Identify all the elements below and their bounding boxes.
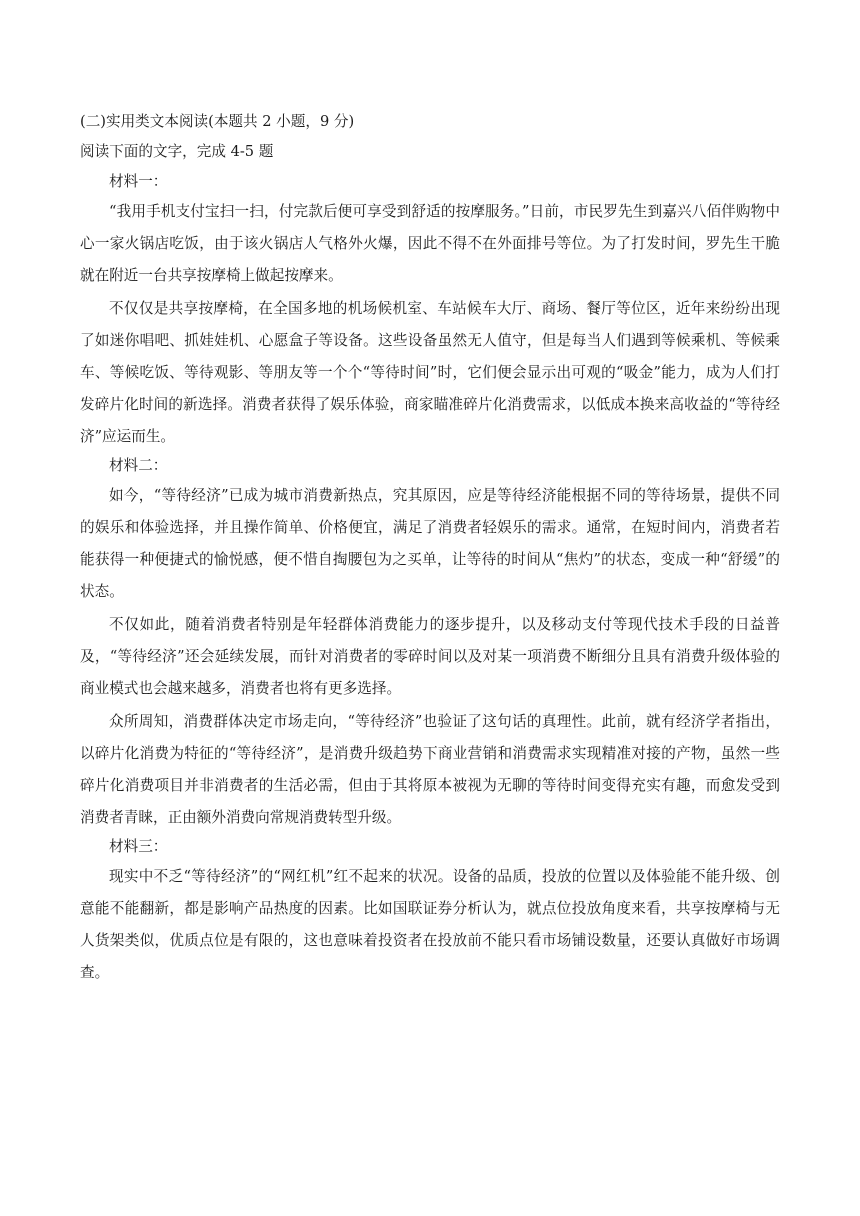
material-label: 材料三：	[109, 838, 168, 855]
material-label: 材料二：	[109, 457, 168, 474]
section-title: (二)实用类文本阅读(本题共 2 小题，9 分)	[80, 113, 355, 130]
material-2	[80, 456, 780, 834]
material-3	[80, 837, 780, 989]
document-page	[80, 112, 780, 990]
material-paragraph: 如今，“等待经济”已成为城市消费新热点，究其原因，应是等待经济能根据不同的等待场景，提供不同的娱乐和体验选择，并且操作简单、价格便宜，满足了消费者轻娱乐的需求。通常，在短时间内，消费者若能获得一种便捷式的愉悦感，便不惜自掏腰包为之买单，让等待的时间从“焦灼”的状态，变成一种“舒缓”的状态。	[80, 487, 780, 600]
material-1	[80, 172, 780, 453]
material-paragraph: 不仅如此，随着消费者特别是年轻群体消费能力的逐步提升，以及移动支付等现代技术手段的日益普及，“等待经济”还会延续发展，而针对消费者的零碎时间以及对某一项消费不断细分且具有消费升级体验的商业模式也会越来越多，消费者也将有更多选择。	[80, 616, 780, 697]
material-paragraph: “我用手机支付宝扫一扫，付完款后便可享受到舒适的按摩服务。”日前，市民罗先生到嘉兴八佰伴购物中心一家火锅店吃饭，由于该火锅店人气格外火爆，因此不得不在外面排号等位。为了打发时间，罗先生干脆就在附近一台共享按摩椅上做起按摩来。	[80, 203, 780, 284]
material-paragraph: 现实中不乏“等待经济”的“网红机”红不起来的状况。设备的品质，投放的位置以及体验能不能升级、创意能不能翻新，都是影响产品热度的因素。比如国联证券分析认为，就点位投放角度来看，共享按摩椅与无人货架类似，优质点位是有限的，这也意味着投资者在投放前不能只看市场铺设数量，还要认真做好市场调查。	[80, 868, 780, 981]
material-label: 材料一：	[109, 173, 168, 190]
reading-instruction: 阅读下面的文字，完成 4-5 题	[80, 143, 274, 160]
material-paragraph: 众所周知，消费群体决定市场走向，“等待经济”也验证了这句话的真理性。此前，就有经济学者指出，以碎片化消费为特征的“等待经济”，是消费升级趋势下商业营销和消费需求实现精准对接的产物，虽然一些碎片化消费项目并非消费者的生活必需，但由于其将原本被视为无聊的等待时间变得充实有趣，而愈发受到消费者青睐，正由额外消费向常规消费转型升级。	[80, 713, 780, 826]
material-paragraph: 不仅仅是共享按摩椅，在全国多地的机场候机室、车站候车大厅、商场、餐厅等位区，近年来纷纷出现了如迷你唱吧、抓娃娃机、心愿盒子等设备。这些设备虽然无人值守，但是每当人们遇到等候乘机、等候乘车、等候吃饭、等待观影、等朋友等一个个“等待时间”时，它们便会显示出可观的“吸金”能力，成为人们打发碎片化时间的新选择。消费者获得了娱乐体验，商家瞄准碎片化消费需求，以低成本换来高收益的“等待经济”应运而生。	[80, 300, 780, 445]
